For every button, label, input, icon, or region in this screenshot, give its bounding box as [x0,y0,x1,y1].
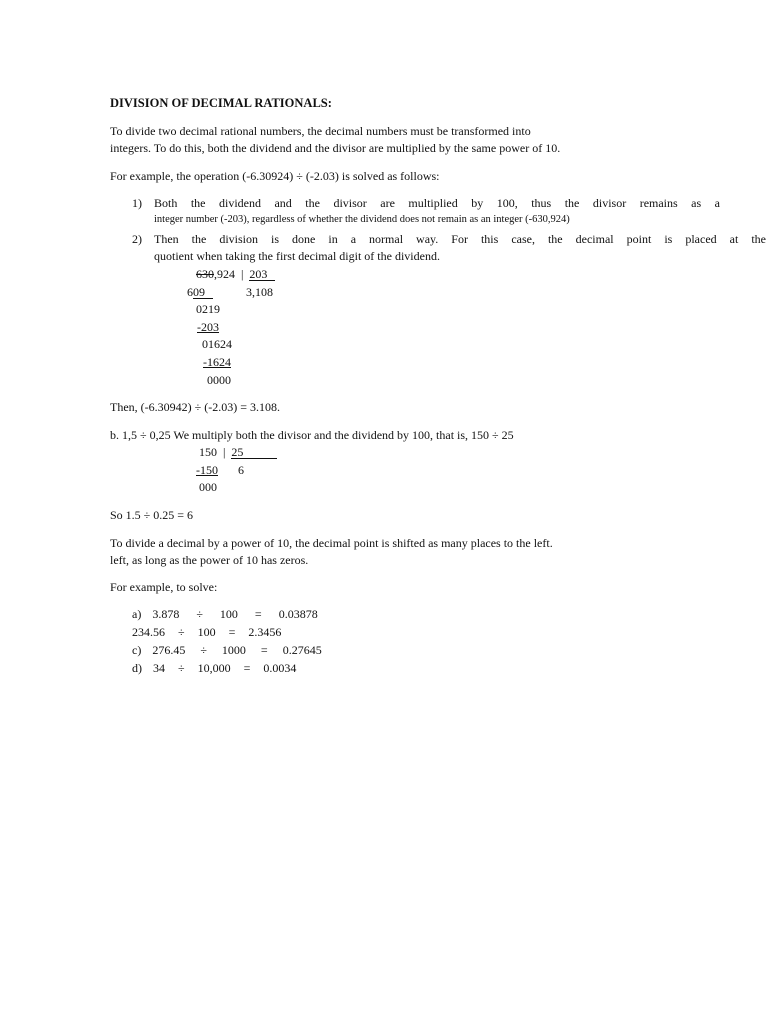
remainder-2-b: 000 [199,480,217,494]
subtraction-2: -203 [197,320,219,334]
quotient-1: 3,108 [246,285,273,299]
step-1-line-2: integer number (-203), regardless of whether the dividend does not remain as an integer (-630,924) [154,214,570,225]
long-division-1-header [196,267,275,281]
remainder-1: 0219 [196,302,220,316]
example-b-result: 2.3456 [248,625,282,639]
example-a-divisor: 100 [219,607,238,621]
example-d [132,661,296,675]
step-1-number: 1) [132,196,142,210]
example-b-dividend: 234.56 [132,625,165,639]
step-2-number: 2) [132,232,142,246]
example-intro: For example, the operation (-6.30924) ÷ (-2.03) is solved as follows: [110,169,440,183]
subtraction-1-prefix: 6 [187,285,193,299]
example-c-eq: = [260,643,268,657]
step-2-line-2: quotient when taking the first decimal digit of the dividend. [154,249,440,263]
example-b-divisor: 100 [197,625,216,639]
example-d-divisor: 10,000 [197,661,231,675]
example-c-label: c) [132,643,142,657]
example-b-row [132,625,281,639]
long-division-2-header [199,445,277,459]
quotient-2: 6 [238,463,244,477]
division-bar-2: | [223,445,226,459]
example-b-op: ÷ [178,625,185,639]
remainder-2: 01624 [202,337,232,351]
intro-line-1: To divide two decimal rational numbers, the decimal numbers must be transformed into [110,124,531,138]
example-a-label: a) [132,607,142,621]
subtraction-3: -1624 [203,355,231,369]
example-a-op: ÷ [196,607,203,621]
step-2-line-1: Then the division is done in a normal way. For this case, the decimal point is placed at the [154,232,766,246]
result-1: Then, (-6.30942) ÷ (-2.03) = 3.108. [110,400,280,414]
example-b: b. 1,5 ÷ 0,25 We multiply both the divisor and the dividend by 100, that is, 150 ÷ 25 [110,428,514,442]
example-d-dividend: 34 [153,661,165,675]
dividend-struck: 630 [196,267,214,281]
document-title: DIVISION OF DECIMAL RATIONALS: [110,96,332,110]
example-d-eq: = [243,661,251,675]
subtraction-1 [187,285,213,299]
step-1-line-1: Both the dividend and the divisor are multiplied by 100, thus the divisor remains as a [154,196,720,210]
subtraction-1-underlined: 09 [193,286,213,299]
power-rule-line-1: To divide a decimal by a power of 10, the decimal point is shifted as many places to the left. [110,536,553,550]
divisor-2: 25 [231,446,277,459]
division-bar: | [241,267,244,281]
example-d-label: d) [132,661,142,675]
example-a [132,607,318,621]
divisor: 203 [249,268,275,281]
example-a-eq: = [254,607,262,621]
example-a-dividend: 3.878 [152,607,180,621]
example-d-result: 0.0034 [263,661,297,675]
dividend-rest: ,924 [214,267,235,281]
example-c [132,643,322,657]
example-a-result: 0.03878 [278,607,318,621]
power-rule-line-2: left, as long as the power of 10 has zeros. [110,553,309,567]
example-d-op: ÷ [178,661,185,675]
example-solve: For example, to solve: [110,580,218,594]
subtraction-2-b: -150 [196,463,218,477]
example-c-op: ÷ [200,643,207,657]
result-2: So 1.5 ÷ 0.25 = 6 [110,508,194,522]
intro-line-2: integers. To do this, both the dividend and the divisor are multiplied by the same power of 10. [110,141,561,155]
example-c-divisor: 1000 [221,643,246,657]
remainder-3: 0000 [207,373,231,387]
dividend-2: 150 [199,445,217,459]
example-c-dividend: 276.45 [152,643,186,657]
example-c-result: 0.27645 [282,643,322,657]
example-b-eq: = [228,625,236,639]
